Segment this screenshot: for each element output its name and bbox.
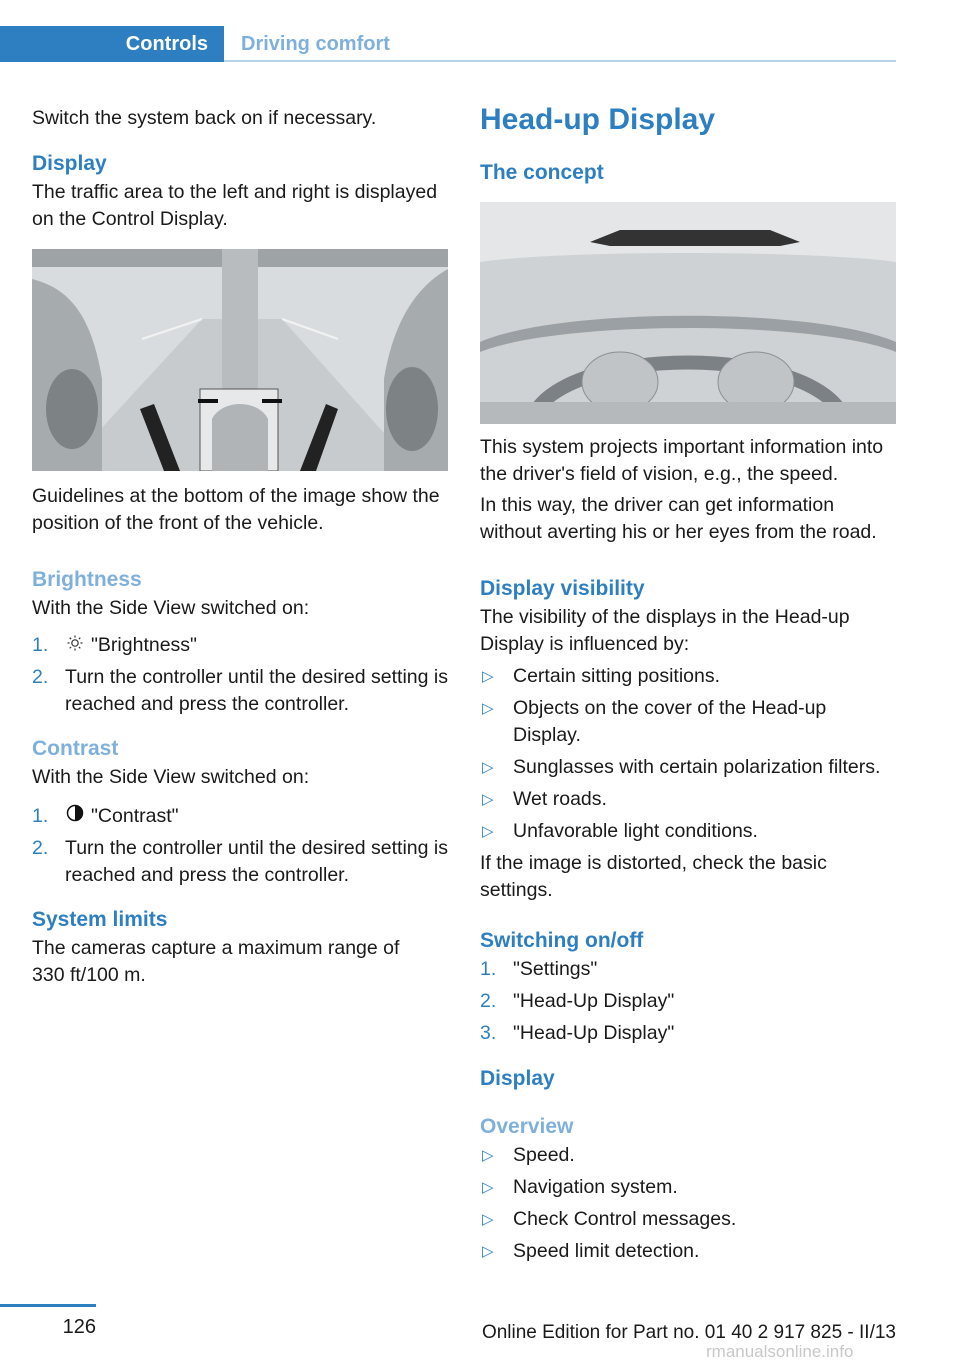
page-number: 126 (62, 1316, 96, 1338)
contrast-steps (32, 803, 448, 889)
image-caption: Guidelines at the bottom of the image show the position of the front of the vehicle. (32, 485, 440, 534)
step-number: 2. (32, 837, 49, 859)
triangle-bullet-icon: ▷ (482, 1211, 494, 1228)
triangle-bullet-icon: ▷ (482, 1147, 494, 1164)
sun-icon (65, 632, 85, 659)
list-item (480, 1238, 896, 1265)
list-item-text: Wet roads. (513, 788, 607, 810)
display-text: The traffic area to the left and right is displayed on the Control Display. (32, 181, 438, 230)
visibility-intro: The visibility of the displays in the Head-up Display is influenced by: (480, 606, 850, 655)
brightness-intro: With the Side View switched on: (32, 597, 310, 619)
footer-rule (0, 1304, 96, 1307)
right-column (480, 96, 896, 1270)
header-tab-controls[interactable]: Controls (125, 32, 208, 55)
list-item (480, 956, 896, 983)
brightness-steps (32, 632, 448, 718)
edition-text: Online Edition for Part no. 01 40 2 917 825 - II/13 (481, 1322, 896, 1343)
list-item (480, 1174, 896, 1201)
switching-steps (480, 956, 896, 1047)
list-item (480, 818, 896, 845)
overview-heading: Overview (480, 1115, 574, 1138)
contrast-intro: With the Side View switched on: (32, 766, 310, 788)
list-item (480, 1142, 896, 1169)
side-view-image (32, 249, 448, 471)
triangle-bullet-icon: ▷ (482, 668, 494, 685)
list-item-text: Speed limit detection. (513, 1240, 700, 1262)
triangle-bullet-icon: ▷ (482, 1243, 494, 1260)
step-number: 3. (480, 1022, 497, 1044)
step-text: Turn the controller until the desired setting is reached and press the controller. (65, 837, 448, 886)
triangle-bullet-icon: ▷ (482, 823, 494, 840)
hud-illustration (480, 202, 896, 424)
left-column (32, 96, 448, 989)
distorted-text: If the image is distorted, check the basic settings. (480, 852, 827, 901)
step-number: 1. (32, 805, 49, 827)
triangle-bullet-icon: ▷ (482, 1179, 494, 1196)
list-item (480, 786, 896, 813)
list-item-text: Unfavorable light conditions. (513, 820, 758, 842)
step-text: Turn the controller until the desired setting is reached and press the controller. (65, 666, 448, 715)
list-item (32, 632, 448, 659)
step-text: "Head-Up Display" (513, 990, 675, 1012)
concept-paragraph-2: In this way, the driver can get information without averting his or her eyes from the road. (480, 494, 877, 543)
contrast-heading: Contrast (32, 737, 119, 760)
display-heading: Display (32, 152, 107, 175)
list-item-text: Speed. (513, 1144, 575, 1166)
step-text: "Contrast" (91, 805, 179, 827)
list-item-text: Check Control messages. (513, 1208, 737, 1230)
step-number: 1. (480, 958, 497, 980)
list-item (32, 835, 448, 889)
step-text: "Head-Up Display" (513, 1022, 675, 1044)
step-number: 2. (480, 990, 497, 1012)
step-number: 2. (32, 666, 49, 688)
contrast-icon (65, 803, 85, 830)
system-limits-heading: System limits (32, 908, 168, 931)
step-text: "Brightness" (91, 634, 197, 656)
hud-image (480, 202, 896, 424)
overview-list (480, 1142, 896, 1265)
list-item-text: Objects on the cover of the Head-up Display. (513, 697, 827, 746)
step-number: 1. (32, 634, 49, 656)
system-limits-text: The cameras capture a maximum range of 330 ft/100 m. (32, 937, 400, 986)
switching-heading: Switching on/off (480, 929, 644, 952)
list-item (480, 1020, 896, 1047)
list-item (480, 663, 896, 690)
list-item-text: Navigation system. (513, 1176, 678, 1198)
triangle-bullet-icon: ▷ (482, 700, 494, 717)
triangle-bullet-icon: ▷ (482, 791, 494, 808)
concept-paragraph-1: This system projects important information into the driver's field of vision, e.g., the speed. (480, 436, 884, 485)
list-item-text: Certain sitting positions. (513, 665, 721, 687)
step-text: "Settings" (513, 958, 598, 980)
header-rule (224, 60, 896, 62)
list-item (480, 695, 896, 749)
side-view-illustration (32, 249, 448, 471)
triangle-bullet-icon: ▷ (482, 759, 494, 776)
list-item (32, 664, 448, 718)
list-item (480, 1206, 896, 1233)
visibility-list (480, 663, 896, 845)
concept-heading: The concept (480, 161, 604, 184)
watermark: rmanualsonline.info (706, 1342, 854, 1361)
brightness-heading: Brightness (32, 568, 142, 591)
visibility-heading: Display visibility (480, 577, 645, 600)
list-item (480, 754, 896, 781)
section-title: Head-up Display (480, 103, 716, 136)
header-tab-driving-comfort[interactable]: Driving comfort (241, 32, 390, 55)
display-heading-right: Display (480, 1067, 555, 1090)
intro-text: Switch the system back on if necessary. (32, 107, 377, 129)
list-item (480, 988, 896, 1015)
list-item (32, 803, 448, 830)
list-item-text: Sunglasses with certain polarization filters. (513, 756, 881, 778)
